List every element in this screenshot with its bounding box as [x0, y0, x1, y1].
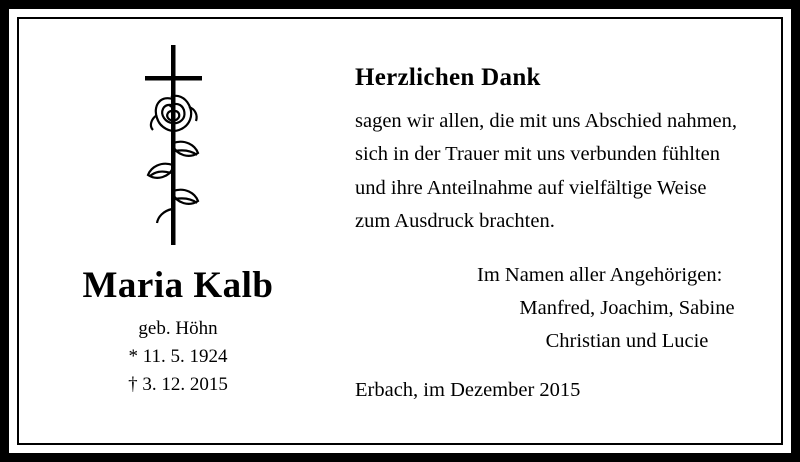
thanks-line: sich in der Trauer mit uns verbunden fühlten	[355, 143, 720, 166]
maiden-name: geb. Höhn	[138, 318, 218, 340]
inner-frame	[17, 17, 783, 445]
right-column	[337, 19, 792, 443]
birth-date: * 11. 5. 1924	[128, 345, 228, 367]
family-names-line: Manfred, Joachim, Sabine	[519, 297, 735, 320]
thanks-line: und ihre Anteilnahme auf vielfältige Weise	[355, 176, 707, 199]
cross-with-rose-icon	[115, 33, 235, 263]
thanks-line: sagen wir allen, die mit uns Abschied nahmen,	[355, 110, 738, 132]
thanks-heading: Herzlichen Dank	[355, 64, 541, 91]
thanks-line: zum Ausdruck brachten.	[355, 210, 555, 233]
thanks-body	[355, 105, 780, 239]
name-block	[19, 265, 337, 398]
family-block	[477, 259, 777, 359]
death-date: † 3. 12. 2015	[128, 373, 228, 395]
place-and-date: Erbach, im Dezember 2015	[355, 379, 581, 401]
deceased-name: Maria Kalb	[82, 265, 274, 306]
family-names-line: Christian und Lucie	[545, 330, 709, 353]
left-column	[19, 19, 337, 443]
family-intro: Im Namen aller Angehörigen:	[477, 264, 723, 286]
